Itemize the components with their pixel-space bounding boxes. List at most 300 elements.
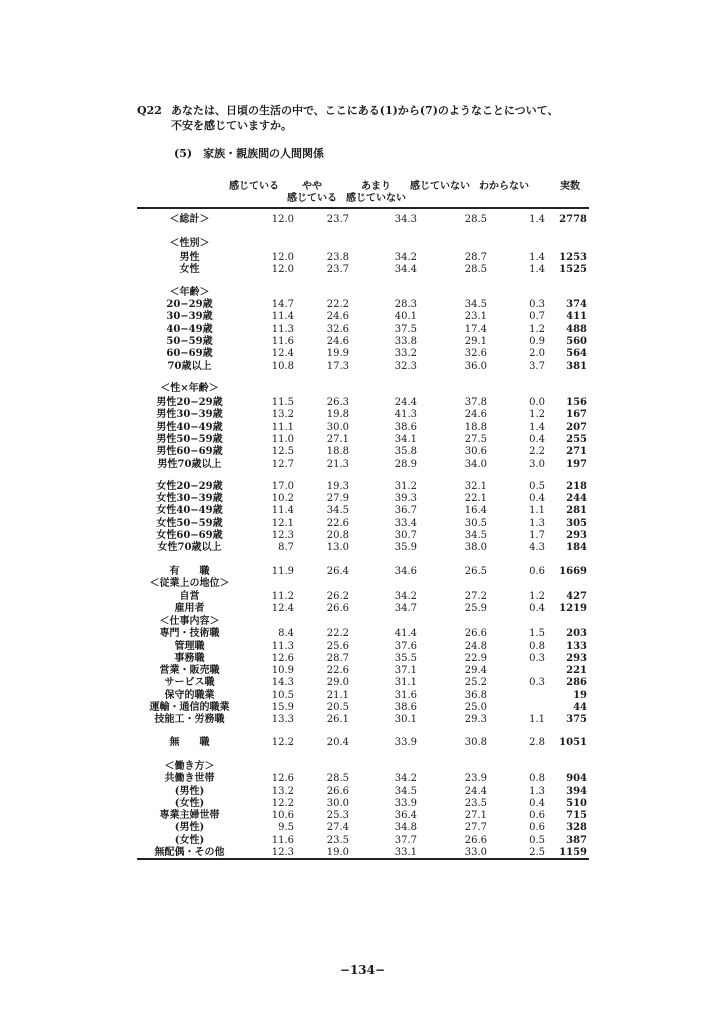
cell-value: 20.8	[326, 530, 349, 541]
cell-value: 21.1	[326, 690, 349, 701]
cell-value: 37.6	[394, 641, 417, 652]
table-row	[137, 459, 589, 471]
cell-value: 167	[566, 409, 587, 420]
cell-value: 30.6	[464, 446, 487, 457]
cell-value: 0.4	[529, 434, 545, 445]
cell-value: 715	[566, 810, 587, 821]
row-label: 保守的職業	[164, 690, 215, 701]
cell-value: 0.7	[529, 311, 545, 322]
cell-value: 13.2	[271, 409, 294, 420]
cell-value: 28.5	[464, 264, 487, 275]
cell-value: 34.5	[326, 505, 349, 516]
cell-value: 293	[566, 530, 587, 541]
row-label: 男性70歳以上	[157, 459, 222, 470]
cell-value: 26.1	[326, 714, 349, 725]
table-bottom-rule	[137, 858, 589, 860]
cell-value: 27.5	[464, 434, 487, 445]
cell-value: 0.3	[529, 677, 545, 688]
cell-value: 28.9	[394, 459, 417, 470]
question-line-1: あなたは、日頃の生活の中で、ここにある(1)から(7)のようなことについて、	[171, 104, 559, 117]
cell-value: 17.0	[271, 481, 294, 492]
column-header-line: 感じていない	[410, 181, 470, 192]
table-row	[137, 566, 589, 578]
column-header-count	[552, 181, 588, 193]
table-row	[137, 264, 589, 276]
cell-value: 33.4	[394, 518, 417, 529]
cell-value: 41.3	[394, 409, 417, 420]
cell-value: 22.2	[326, 299, 349, 310]
cell-value: 44	[573, 702, 587, 713]
cell-value: 32.3	[394, 361, 417, 372]
cell-value: 31.1	[394, 677, 417, 688]
cell-value: 24.6	[326, 311, 349, 322]
cell-value: 9.5	[278, 822, 294, 833]
column-header-not-feel	[408, 181, 472, 193]
cell-value: 133	[566, 641, 587, 652]
cell-value: 28.3	[394, 299, 417, 310]
column-header-dont-know	[476, 181, 532, 193]
cell-value: 1.2	[529, 324, 545, 335]
cell-value: 28.7	[326, 653, 349, 664]
cell-value: 20.4	[326, 737, 349, 748]
cell-value: 1.4	[529, 214, 545, 225]
cell-value: 35.8	[394, 446, 417, 457]
cell-value: 1.4	[529, 264, 545, 275]
cell-value: 38.6	[394, 422, 417, 433]
cell-value: 8.7	[278, 542, 294, 553]
cell-value: 2.8	[529, 737, 545, 748]
cell-value: 12.0	[271, 264, 294, 275]
cell-value: 0.5	[529, 835, 545, 846]
column-header-feel	[226, 181, 282, 193]
cell-value: 1253	[559, 252, 587, 263]
row-label: 男性20−29歳	[156, 397, 223, 408]
cell-value: 904	[566, 773, 587, 784]
cell-value: 12.1	[271, 518, 294, 529]
table-row	[137, 361, 589, 373]
row-label: 管理職	[174, 641, 205, 652]
table-row	[137, 798, 589, 810]
cell-value: 25.0	[464, 702, 487, 713]
cell-value: 3.7	[529, 361, 545, 372]
cell-value: 1669	[559, 566, 587, 577]
row-label: (女性)	[174, 835, 205, 846]
cell-value: 271	[566, 446, 587, 457]
cell-value: 22.6	[326, 518, 349, 529]
cell-value: 34.4	[394, 264, 417, 275]
cell-value: 10.8	[271, 361, 294, 372]
cell-value: 37.1	[394, 665, 417, 676]
cell-value: 0.8	[529, 773, 545, 784]
table-row	[137, 761, 589, 773]
cell-value: 32.6	[326, 324, 349, 335]
cell-value: 28.5	[464, 214, 487, 225]
table-row	[137, 702, 589, 714]
cell-value: 1219	[559, 603, 587, 614]
row-label: 雇用者	[174, 603, 205, 614]
cell-value: 26.3	[326, 397, 349, 408]
table-row	[137, 383, 589, 395]
cell-value: 13.2	[271, 786, 294, 797]
cell-value: 19.8	[326, 409, 349, 420]
cell-value: 27.1	[326, 434, 349, 445]
cell-value: 203	[566, 628, 587, 639]
cell-value: 23.9	[464, 773, 487, 784]
cell-value: 23.7	[326, 214, 349, 225]
cell-value: 24.6	[326, 336, 349, 347]
table-row	[137, 835, 589, 847]
cell-value: 37.5	[394, 324, 417, 335]
cell-value: 374	[566, 299, 587, 310]
cell-value: 25.3	[326, 810, 349, 821]
cell-value: 24.4	[394, 397, 417, 408]
cell-value: 34.5	[394, 786, 417, 797]
table-row	[137, 446, 589, 458]
cell-value: 14.3	[271, 677, 294, 688]
cell-value: 427	[566, 591, 587, 602]
cell-value: 12.7	[271, 459, 294, 470]
cell-value: 20.5	[326, 702, 349, 713]
cell-value: 184	[566, 542, 587, 553]
cell-value: 34.2	[394, 252, 417, 263]
cell-value: 11.2	[271, 591, 294, 602]
cell-value: 35.9	[394, 542, 417, 553]
cell-value: 560	[566, 336, 587, 347]
cell-value: 31.6	[394, 690, 417, 701]
question-number: Q22	[137, 104, 162, 117]
cell-value: 17.4	[464, 324, 487, 335]
cell-value: 12.3	[271, 847, 294, 858]
cell-value: 12.6	[271, 653, 294, 664]
row-label: ＜総計＞	[169, 214, 210, 225]
table-row	[137, 822, 589, 834]
table-top-rule	[137, 207, 589, 209]
cell-value: 11.3	[271, 324, 294, 335]
cell-value: 4.3	[529, 542, 545, 553]
row-label: 女性30−39歳	[156, 493, 223, 504]
cell-value: 1.5	[529, 628, 545, 639]
row-label: 専門・技術職	[159, 628, 220, 639]
cell-value: 32.1	[464, 481, 487, 492]
cell-value: 8.4	[278, 628, 294, 639]
cell-value: 38.0	[464, 542, 487, 553]
table-row	[137, 518, 589, 530]
cell-value: 38.6	[394, 702, 417, 713]
cell-value: 12.3	[271, 530, 294, 541]
cell-value: 26.6	[326, 786, 349, 797]
page-number: −134−	[339, 963, 386, 977]
cell-value: 1.1	[529, 714, 545, 725]
table-row	[137, 628, 589, 640]
table-row	[137, 737, 589, 749]
cell-value: 293	[566, 653, 587, 664]
cell-value: 3.0	[529, 459, 545, 470]
cell-value: 0.6	[529, 810, 545, 821]
cell-value: 11.4	[271, 311, 294, 322]
cell-value: 0.4	[529, 798, 545, 809]
row-label: 60−69歳	[166, 348, 213, 359]
cell-value: 30.0	[326, 422, 349, 433]
cell-value: 11.4	[271, 505, 294, 516]
column-header-line: やや	[302, 181, 322, 192]
cell-value: 1.4	[529, 422, 545, 433]
cell-value: 23.5	[464, 798, 487, 809]
row-label: (男性)	[174, 786, 205, 797]
cell-value: 41.4	[394, 628, 417, 639]
cell-value: 19.0	[326, 847, 349, 858]
row-label: ＜仕事内容＞	[159, 616, 220, 627]
row-label: 女性50−59歳	[156, 518, 223, 529]
cell-value: 30.1	[394, 714, 417, 725]
table-row	[137, 324, 589, 336]
table-row	[137, 653, 589, 665]
row-label: 共働き世帯	[164, 773, 215, 784]
cell-value: 27.1	[464, 810, 487, 821]
cell-value: 33.2	[394, 348, 417, 359]
cell-value: 12.4	[271, 348, 294, 359]
cell-value: 33.1	[394, 847, 417, 858]
table-row	[137, 690, 589, 702]
cell-value: 221	[566, 665, 587, 676]
cell-value: 30.8	[464, 737, 487, 748]
table-row	[137, 603, 589, 615]
cell-value: 1.3	[529, 786, 545, 797]
row-label: ＜年齢＞	[169, 287, 210, 298]
table-row	[137, 542, 589, 554]
table-row	[137, 578, 589, 590]
cell-value: 34.1	[394, 434, 417, 445]
cell-value: 12.0	[271, 252, 294, 263]
cell-value: 255	[566, 434, 587, 445]
cell-value: 0.6	[529, 566, 545, 577]
table-row	[137, 214, 589, 226]
cell-value: 33.8	[394, 336, 417, 347]
cell-value: 218	[566, 481, 587, 492]
column-header-line: あまり	[361, 181, 391, 192]
cell-value: 17.3	[326, 361, 349, 372]
cell-value: 0.3	[529, 299, 545, 310]
cell-value: 33.9	[394, 737, 417, 748]
cell-value: 0.4	[529, 603, 545, 614]
column-header-line: 実数	[560, 181, 580, 192]
cell-value: 19.3	[326, 481, 349, 492]
cell-value: 31.2	[394, 481, 417, 492]
cell-value: 34.7	[394, 603, 417, 614]
row-label: 男性40−49歳	[156, 422, 223, 433]
column-header-line: 感じている	[287, 193, 337, 204]
table-row	[137, 336, 589, 348]
cell-value: 28.7	[464, 252, 487, 263]
cell-value: 12.0	[271, 214, 294, 225]
row-label: 女性20−29歳	[156, 481, 223, 492]
cell-value: 11.5	[271, 397, 294, 408]
column-header-line: 感じている	[229, 181, 279, 192]
table-row	[137, 311, 589, 323]
cell-value: 23.8	[326, 252, 349, 263]
table-row	[137, 348, 589, 360]
cell-value: 36.7	[394, 505, 417, 516]
cell-value: 23.1	[464, 311, 487, 322]
table-row	[137, 409, 589, 421]
table-row	[137, 397, 589, 409]
column-header-somewhat-feel	[284, 181, 340, 205]
cell-value: 34.5	[464, 299, 487, 310]
row-label: 40−49歳	[166, 324, 213, 335]
cell-value: 21.3	[326, 459, 349, 470]
cell-value: 36.0	[464, 361, 487, 372]
cell-value: 29.3	[464, 714, 487, 725]
cell-value: 22.1	[464, 493, 487, 504]
cell-value: 34.5	[464, 530, 487, 541]
cell-value: 11.1	[271, 422, 294, 433]
cell-value: 25.6	[326, 641, 349, 652]
table-subtitle: (5) 家族・親族間の人間関係	[174, 147, 325, 160]
cell-value: 10.9	[271, 665, 294, 676]
cell-value: 26.2	[326, 591, 349, 602]
cell-value: 411	[566, 311, 587, 322]
row-label: (男性)	[174, 822, 205, 833]
cell-value: 381	[566, 361, 587, 372]
cell-value: 1.7	[529, 530, 545, 541]
cell-value: 34.6	[394, 566, 417, 577]
cell-value: 1159	[559, 847, 587, 858]
cell-value: 281	[566, 505, 587, 516]
row-label: 男性60−69歳	[156, 446, 223, 457]
cell-value: 26.6	[464, 835, 487, 846]
cell-value: 25.2	[464, 677, 487, 688]
cell-value: 0.3	[529, 653, 545, 664]
cell-value: 36.8	[464, 690, 487, 701]
cell-value: 23.7	[326, 264, 349, 275]
cell-value: 24.6	[464, 409, 487, 420]
row-label: (女性)	[174, 798, 205, 809]
cell-value: 510	[566, 798, 587, 809]
row-label: 自営	[179, 591, 200, 602]
cell-value: 23.5	[326, 835, 349, 846]
cell-value: 564	[566, 348, 587, 359]
cell-value: 30.0	[326, 798, 349, 809]
cell-value: 11.6	[271, 336, 294, 347]
cell-value: 11.9	[271, 566, 294, 577]
cell-value: 15.9	[271, 702, 294, 713]
cell-value: 305	[566, 518, 587, 529]
cell-value: 22.9	[464, 653, 487, 664]
table-row	[137, 786, 589, 798]
row-label: 20−29歳	[166, 299, 213, 310]
row-label: 無配偶・その他	[154, 847, 225, 858]
question-line-2: 不安を感じていますか。	[171, 119, 292, 132]
cell-value: 18.8	[326, 446, 349, 457]
row-label: サービス職	[164, 677, 215, 688]
cell-value: 11.3	[271, 641, 294, 652]
row-label: ＜性×年齢＞	[160, 383, 219, 394]
table-row	[137, 238, 589, 250]
cell-value: 12.4	[271, 603, 294, 614]
cell-value: 24.8	[464, 641, 487, 652]
cell-value: 2778	[559, 214, 587, 225]
row-label: 女性60−69歳	[156, 530, 223, 541]
row-label: 営業・販売職	[159, 665, 220, 676]
row-label: ＜従業上の地位＞	[149, 578, 230, 589]
cell-value: 14.7	[271, 299, 294, 310]
cell-value: 244	[566, 493, 587, 504]
cell-value: 34.2	[394, 591, 417, 602]
cell-value: 33.0	[464, 847, 487, 858]
cell-value: 0.5	[529, 481, 545, 492]
cell-value: 0.4	[529, 493, 545, 504]
cell-value: 26.6	[464, 628, 487, 639]
cell-value: 11.0	[271, 434, 294, 445]
cell-value: 1.2	[529, 409, 545, 420]
row-label: 事務職	[174, 653, 205, 664]
cell-value: 33.9	[394, 798, 417, 809]
table-row	[137, 299, 589, 311]
cell-value: 10.5	[271, 690, 294, 701]
cell-value: 387	[566, 835, 587, 846]
question-title	[137, 103, 558, 133]
cell-value: 1051	[559, 737, 587, 748]
cell-value: 12.2	[271, 737, 294, 748]
cell-value: 32.6	[464, 348, 487, 359]
row-label: ＜働き方＞	[164, 761, 215, 772]
cell-value: 27.9	[326, 493, 349, 504]
row-label: 運輸・通信的職業	[149, 702, 230, 713]
cell-value: 27.7	[464, 822, 487, 833]
cell-value: 25.9	[464, 603, 487, 614]
table-row	[137, 591, 589, 603]
cell-value: 22.2	[326, 628, 349, 639]
table-row	[137, 530, 589, 542]
cell-value: 1.1	[529, 505, 545, 516]
cell-value: 34.2	[394, 773, 417, 784]
column-header-line: 感じていない	[346, 193, 406, 204]
cell-value: 37.8	[464, 397, 487, 408]
cell-value: 0.6	[529, 822, 545, 833]
cell-value: 30.7	[394, 530, 417, 541]
row-label: 有 職	[169, 566, 210, 577]
cell-value: 1525	[559, 264, 587, 275]
cell-value: 34.0	[464, 459, 487, 470]
row-label: 30−39歳	[166, 311, 213, 322]
row-label: 70歳以上	[167, 361, 212, 372]
table-row	[137, 422, 589, 434]
cell-value: 19.9	[326, 348, 349, 359]
row-label: 男性	[179, 252, 200, 263]
cell-value: 34.8	[394, 822, 417, 833]
cell-value: 26.5	[464, 566, 487, 577]
cell-value: 26.4	[326, 566, 349, 577]
cell-value: 2.5	[529, 847, 545, 858]
cell-value: 197	[566, 459, 587, 470]
table-row	[137, 810, 589, 822]
cell-value: 11.6	[271, 835, 294, 846]
cell-value: 40.1	[394, 311, 417, 322]
row-label: 専業主婦世帯	[159, 810, 220, 821]
cell-value: 18.8	[464, 422, 487, 433]
cell-value: 328	[566, 822, 587, 833]
cell-value: 39.3	[394, 493, 417, 504]
table-row	[137, 481, 589, 493]
cell-value: 27.4	[326, 822, 349, 833]
cell-value: 394	[566, 786, 587, 797]
cell-value: 13.0	[326, 542, 349, 553]
table-row	[137, 616, 589, 628]
cell-value: 0.0	[529, 397, 545, 408]
cell-value: 30.5	[464, 518, 487, 529]
cell-value: 28.5	[326, 773, 349, 784]
cell-value: 10.6	[271, 810, 294, 821]
cell-value: 34.3	[394, 214, 417, 225]
